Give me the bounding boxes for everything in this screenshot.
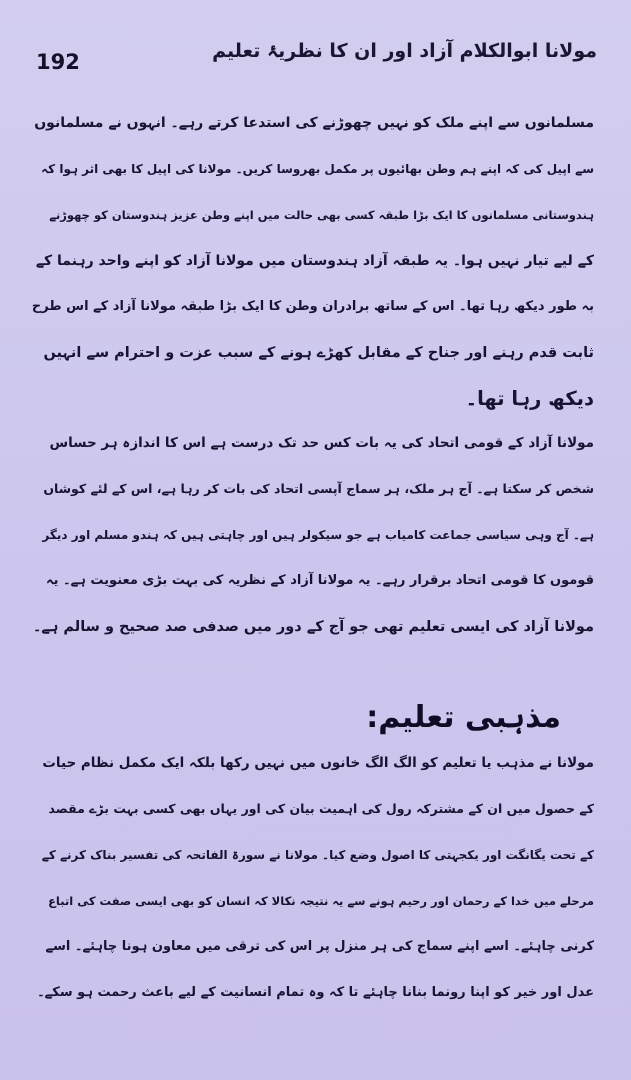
- paragraph-line: کرنی چاہئے۔ اسے اپنے سماج کی ہر منزل پر اس کی ترقی میں معاون ہونا چاہئے۔ اسے: [45, 939, 594, 954]
- paragraph-line: عدل اور خیر کو اپنا رونما بنانا چاہئے تا کہ وہ تمام انسانیت کے لیے باعث رحمت ہو سکے۔: [37, 985, 594, 1000]
- paragraph-line: شخص کر سکتا ہے۔ آج ہر ملک، ہر سماج آپسی اتحاد کی بات کر رہا ہے، اس کے لئے کوشاں: [43, 481, 594, 496]
- paragraph-line: ثابت قدم رہنے اور جناح کے مقابل کھڑے ہونے کے سبب عزت و احترام سے انہیں: [43, 345, 594, 361]
- paragraph-2: [32, 420, 594, 650]
- paragraph-line: سے اپیل کی کہ اپنے ہم وطن بھائیوں پر مکمل بھروسا کریں۔ مولانا کی اپیل کا بھی اثر ہوا کہ: [41, 162, 594, 176]
- paragraph-line: دیکھ رہا تھا۔: [465, 387, 594, 410]
- paragraph-3: [32, 740, 594, 1016]
- paragraph-line: قوموں کا قومی اتحاد برقرار رہے۔ یہ مولانا آزاد کے نظریہ کی بہت بڑی معنویت ہے۔ یہ: [46, 573, 594, 588]
- paragraph-line: کے لیے تیار نہیں ہوا۔ یہ طبقہ آزاد ہندوستان میں مولانا آزاد کو اپنے واحد رہنما کے: [35, 253, 594, 269]
- paragraph-line: کے تحت یگانگت اور یکجہتی کا اصول وضع کیا۔ مولانا نے سورۃ الفاتحہ کی تفسیر بناک کرنے کے: [41, 848, 594, 862]
- section-heading: مذہبی تعلیم:: [366, 700, 561, 735]
- paragraph-line: کے حصول میں ان کے مشترکہ رول کی اہمیت بیان کی اور یہاں بھی کسی بہت بڑے مقصد: [48, 801, 594, 816]
- paragraph-1: [32, 100, 594, 422]
- paragraph-line: مولانا نے مذہب یا تعلیم کو الگ الگ خانوں میں نہیں رکھا بلکہ ایک مکمل نظام حیات: [42, 755, 594, 771]
- running-title: مولانا ابوالکلام آزاد اور ان کا نظریۂ تعلیم: [212, 40, 597, 62]
- page-number: 192: [36, 50, 80, 74]
- page-header: [0, 0, 631, 100]
- paragraph-line: مرحلے میں خدا کے رحمان اور رحیم ہونے سے یہ نتیجہ نکالا کہ انسان کو بھی ایسی صفت کی اتباع: [48, 894, 594, 908]
- paragraph-line: بہ طور دیکھ رہا تھا۔ اس کے ساتھ برادران وطن کا ایک بڑا طبقہ مولانا آزاد کے اس طرح: [31, 299, 594, 314]
- paragraph-line: مولانا آزاد کی ایسی تعلیم تھی جو آج کے دور میں صدفی صد صحیح و سالم ہے۔: [32, 619, 594, 635]
- paragraph-line: ہندوستانی مسلمانوں کا ایک بڑا طبقہ کسی بھی حالت میں اپنے وطن عزیز ہندوستان کو چھوڑنے: [49, 208, 594, 222]
- paragraph-line: ہے۔ آج وہی سیاسی جماعت کامیاب ہے جو سیکولر ہیں اور چاہتی ہیں کہ ہندو مسلم اور دیگر: [42, 528, 594, 542]
- paragraph-line: مسلمانوں سے اپنے ملک کو نہیں چھوڑنے کی استدعا کرتے رہے۔ انہوں نے مسلمانوں: [34, 115, 594, 131]
- paragraph-line: مولانا آزاد کے قومی اتحاد کی یہ بات کس حد تک درست ہے اس کا اندازہ ہر حساس: [49, 435, 594, 451]
